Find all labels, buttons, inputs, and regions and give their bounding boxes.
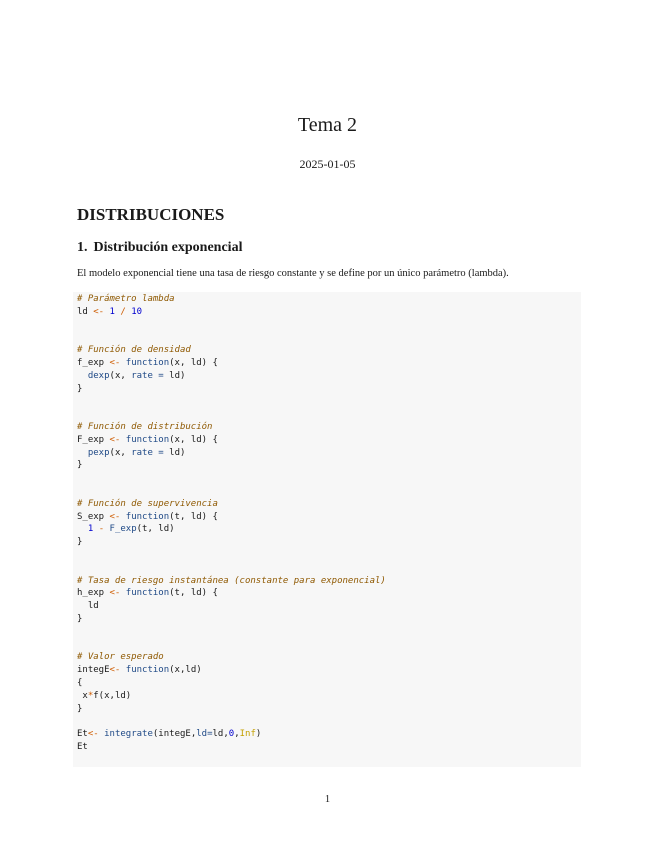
code-operator: <- [109,588,121,599]
code-token [77,371,88,381]
code-token: ld) [163,447,186,458]
code-operator: <- [93,306,105,317]
code-line-blank [77,331,577,344]
code-line [77,664,577,677]
code-operator: <- [87,729,99,740]
code-operator: - [98,524,105,535]
code-line [77,498,577,511]
code-function: pexp [87,447,110,458]
code-line [77,677,577,690]
subsection-number: 1. [77,240,88,255]
code-token: } [77,703,83,714]
code-token [77,524,88,534]
code-comment: # Tasa de riesgo instantánea (constante para exponencial) [77,575,386,586]
code-token: (x, [109,447,132,458]
intro-paragraph: El modelo exponencial tiene una tasa de riesgo constante y se define por un único parámetro (lambda). [77,268,509,279]
code-line [77,370,577,383]
code-token: } [77,613,83,624]
code-token: Et [77,741,88,752]
code-line [77,651,577,664]
code-line [77,344,577,357]
code-token: (x,ld) [169,665,202,676]
code-line [77,575,577,588]
code-token: ld, [212,729,229,740]
code-line [77,447,577,460]
code-number: 10 [131,306,143,317]
code-function: dexp [87,370,110,381]
code-line-blank [77,395,577,408]
code-line-blank [77,715,577,728]
code-line [77,434,577,447]
code-line-blank [77,562,577,575]
code-token: x [77,690,88,701]
code-operator: <- [109,665,121,676]
code-comment: # Función de densidad [77,345,191,356]
code-line [77,703,577,716]
code-keyword: function [125,357,170,368]
code-line [77,690,577,703]
code-line-blank [77,472,577,485]
code-comment: # Valor esperado [77,652,164,663]
code-line-blank [77,319,577,332]
code-line [77,421,577,434]
section-heading: DISTRIBUCIONES [77,205,225,224]
code-line [77,293,577,306]
code-token: (t, ld) { [169,511,218,522]
code-number: 0 [228,729,235,740]
code-line [77,523,577,536]
code-line-blank [77,408,577,421]
page-number: 1 [324,794,331,805]
code-token: { [77,677,83,688]
code-token: } [77,460,83,471]
code-argument: rate = [131,447,164,458]
code-line [77,357,577,370]
code-token: (t, ld) { [169,588,218,599]
subsection-title: Distribución exponencial [93,240,243,255]
code-line [77,306,577,319]
code-token: f_exp [77,357,110,368]
code-line [77,600,577,613]
code-line-blank [77,626,577,639]
code-line [77,587,577,600]
code-keyword: function [125,434,170,445]
code-token: h_exp [77,588,110,599]
code-token: ld [77,601,99,612]
code-line [77,728,577,741]
code-line-blank [77,639,577,652]
code-token: } [77,383,83,394]
code-line [77,613,577,626]
code-operator: <- [109,511,121,522]
code-token [77,448,88,458]
code-token: f(x,ld) [93,690,132,701]
code-line [77,383,577,396]
code-line [77,459,577,472]
code-token: F_exp [77,434,110,445]
code-line-blank [77,549,577,562]
code-comment: # Función de supervivencia [77,498,218,509]
code-keyword: function [125,588,170,599]
code-line [77,536,577,549]
code-function: integrate [104,729,153,740]
code-constant: Inf [239,729,256,740]
code-operator: <- [109,357,121,368]
code-token: integE [77,665,110,676]
code-argument: rate = [131,370,164,381]
document-date: 2025-01-05 [299,157,356,171]
code-number: 1 [87,524,94,535]
document-title: Tema 2 [297,114,358,136]
code-token: (x, [109,370,132,381]
code-token: Et [77,729,88,740]
code-number: 1 [109,306,115,317]
code-token: , [234,729,240,740]
code-keyword: function [125,665,170,676]
code-keyword: function [125,511,170,522]
code-token: (x, ld) { [169,357,218,368]
code-argument: ld= [196,729,213,740]
code-operator: / [120,306,126,317]
code-token: (x, ld) { [169,434,218,445]
code-token: (integE, [152,729,197,740]
code-token: (t, ld) [136,524,175,535]
code-token: ) [255,729,262,740]
code-comment: # Función de distribución [77,421,213,432]
code-block [73,292,581,767]
code-token: ld) [163,370,186,381]
code-line-blank [77,485,577,498]
code-line [77,511,577,524]
code-operator: * [87,690,94,701]
code-token: S_exp [77,511,110,522]
code-comment: # Parámetro lambda [77,294,175,304]
code-line [77,741,577,754]
code-token: } [77,537,83,548]
code-token: ld [77,306,94,317]
code-operator: <- [109,434,121,445]
subsection-heading [77,240,242,256]
code-function: F_exp [109,524,137,535]
